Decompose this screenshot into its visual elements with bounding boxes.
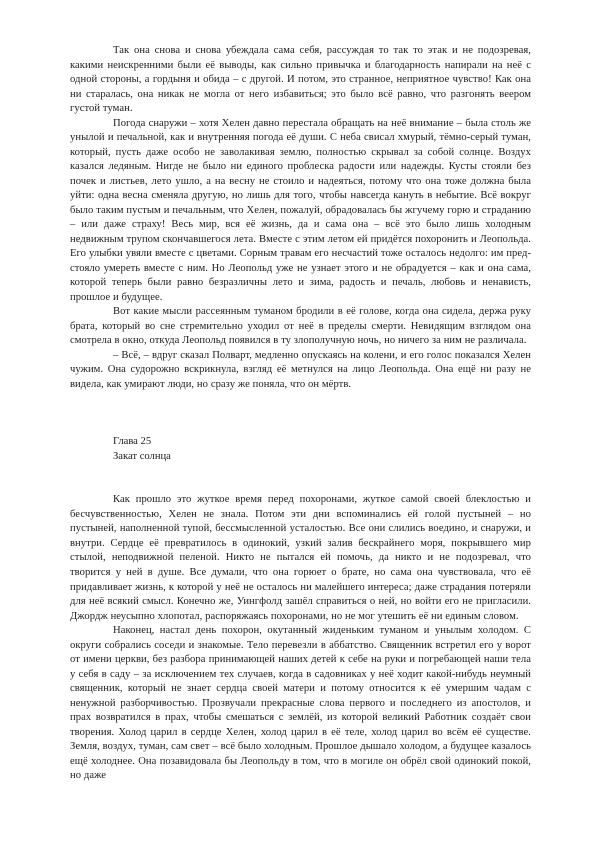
paragraph: – Всё, – вдруг сказал Полварт, медленно опускаясь на колени, и его голос показался Хелен чужим. Она судорожно вскрикнула, взгляд её метнулся на лицо Леопольда. Она ещё ни разу не видела, как умирают люди, но сразу же поняла, что он мёртв. bbox=[70, 349, 531, 390]
paragraph: Как прошло это жуткое время перед похоронами, жуткое самой своей блеклостью и бесчувственностью, Хелен не знала. Потом эти дни вспоминались ей голой пустыней – но пустыней, наполненной тупой, бессмысленной усталостью. Все они слились воедино, и снаружи, и внутри. Сердце её превратилось в одинокий, узкий залив бескрайнего моря, покрывшего мир стылой, неподвижной пеленой. Никто не пытался ей помочь, да никто и не подозревал, что творится у ней в душе. Все думали, что она горюет о брате, но сама она чувствовала, что её придавливает жизнь, к которой у неё не осталось ни малейшего интереса; даже страдания потеряли для неё всякий смысл. Конечно же, Уингфолд зашёл справиться о ней, но войти его не пригласили. Джордж неусыпно хлопотал, распоряжаясь похоронами, но не мог утешить её ни единым словом. bbox=[70, 494, 531, 622]
chapter-title: Закат солнца bbox=[113, 450, 171, 462]
paragraph: Наконец, настал день похорон, окутанный жиденьким туманом и унылым холодом. С округи собрались соседи и знакомые. Тело перевезли в аббатство. Священник встретил его у ворот от имени церкви, без разбора принимающей наших детей к себе на руки и погребающей наши тела у себя в саду – за исключением тех случаев, когда в садовниках у неё ходит какой-нибудь неумный священник, который не знает сердца своей матери и потому относится к её умершим чадам с ненужной разборчивостью. Прозвучали прекрасные слова первого и последнего из апостолов, и прах возвратился в прах, чтобы смешаться с землёй, из которой великий Работник создаёт свои творения. Холод царил в сердце Хелен, холод царил в её теле, холод царил во всём её существе. Земля, воздух, туман, сам свет – всё было холодным. Прошлое дышало холодом, а будущее казалось ещё холоднее. Она позавидовала бы Леопольду в том, что в могиле он обрёл свой одинокий покой, но даже bbox=[70, 625, 531, 782]
spacer-before-chapter bbox=[70, 392, 531, 435]
paragraph: Вот какие мысли рассеянным туманом бродили в её голове, когда она сидела, держа руку брата, который во сне стремительно уходил от неё в пределы смерти. Невидящим взглядом она смотрела в окно, откуда Леопольд появился в ту злополучную ночь, но ничего за ним не различала. bbox=[70, 306, 531, 347]
spacer-after-chapter bbox=[70, 464, 531, 493]
paragraph: Погода снаружи – хотя Хелен давно перестала обращать на неё внимание – была столь же унылой и печальной, как и внутренняя погода её души. С неба свисал хмурый, тёмно-серый туман, который, пусть даже особо не заволакивая землю, полностью скрывал за собой солнце. Воздух казался ледяным. Нигде не было ни единого проблеска радости или надежды. Кусты стояли без почек и листьев, лето ушло, а на весну не стоило и надеяться, потому что она тоже должна была уйти: одна весна сменяла другую, но лишь для того, чтобы навсегда кануть в небытие. Всё вокруг было таким пустым и печальным, что Хелен, пожалуй, обрадовалась бы жгучему горю и страданию – или даже страху! Весь мир, вся её жизнь, да и сама она – всё это было лишь холодным недвижным трупом скончавшегося лета. Вместе с этим летом ей придётся похоронить и Леопольда. Его улыбки увяли вместе с цветами. Сорным травам его несчастий тоже осталось недолго: им предстояло умереть вместе с ним. Но Леопольд уже не узнает этого и не обрадуется – как и она сама, которой теперь были равно безразличны лето и зима, радость и печаль, любовь и ненависть, прошлое и будущее. bbox=[70, 117, 531, 303]
text-column bbox=[70, 44, 531, 784]
paragraph: Так она снова и снова убеждала сама себя, рассуждая то так то этак и не подозревая, какими неискренними были её выводы, как сильно привычка и благодарность напирали на неё с одной стороны, а гордыня и обида – с другой. И потом, это странное, неприятное чувство! Как она ни старалась, она никак не могла от него избавиться; это было всё равно, что разгонять веером густой туман. bbox=[70, 45, 531, 115]
chapter-number: Глава 25 bbox=[113, 436, 152, 448]
chapter-heading bbox=[70, 435, 531, 464]
